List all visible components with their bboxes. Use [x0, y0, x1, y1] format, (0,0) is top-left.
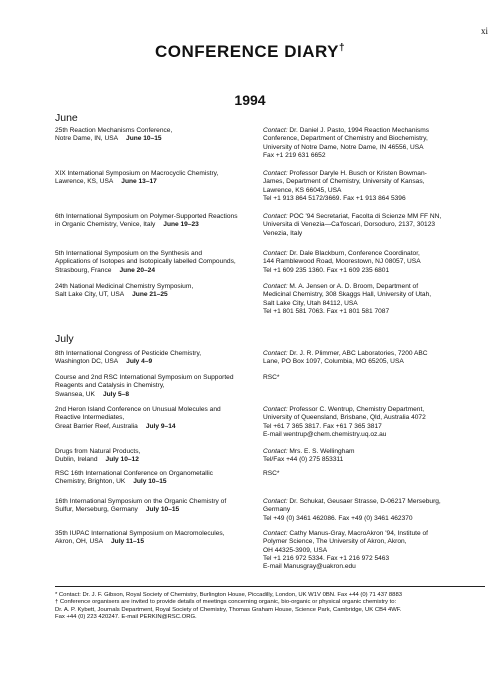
contact-details	[263, 406, 495, 439]
contact-details	[263, 350, 495, 367]
conference-details	[55, 470, 255, 487]
conference-details	[55, 170, 255, 187]
contact-line	[263, 127, 495, 135]
conference-text: Applications of Isotopes and Isotopically labelled Compounds,	[55, 258, 236, 266]
conference-line	[55, 350, 255, 358]
contact-label: Contact:	[263, 250, 288, 257]
contact-text: RSC*	[263, 374, 280, 381]
conference-date: June 20–24	[119, 266, 156, 274]
conference-line	[55, 258, 255, 266]
contact-line	[263, 515, 495, 523]
conference-line	[55, 291, 255, 299]
conference-line	[55, 127, 255, 135]
contact-text: Cathy Manus-Gray, MacroAkron '94, Institute of	[289, 530, 428, 537]
contact-text: 144 Ramblewood Road, Moorestown, NJ 08057, USA	[263, 258, 421, 266]
contact-line	[263, 358, 495, 366]
contact-details	[263, 374, 495, 382]
contact-text: Medicinal Chemistry, 308 Skaggs Hall, University of Utah,	[263, 291, 432, 299]
conference-text: RSC 16th International Conference on Organometallic	[55, 470, 213, 477]
contact-line	[263, 221, 495, 229]
year-heading: 1994	[234, 92, 266, 108]
conference-date: July 10–12	[105, 456, 139, 464]
contact-line	[263, 414, 495, 422]
conference-line	[55, 506, 255, 514]
conference-text: Akron, OH, USA	[55, 538, 104, 546]
contact-line	[263, 291, 495, 299]
contact-text: Dr. Dale Blackburn, Conference Coordinator,	[289, 250, 420, 257]
contact-text: Tel/Fax +44 (0) 275 853311	[263, 456, 344, 464]
contact-text: Tel +1 216 972 5334. Fax +1 216 972 5463	[263, 554, 390, 562]
conference-details	[55, 374, 255, 399]
footnote-line: † Conference organisers are invited to provide details of meetings concerning organic, bio-organic or physical organic chemistry to:	[55, 599, 397, 606]
contact-text: Dr. Schukat, Geusaer Strasse, D-06217 Merseburg,	[289, 498, 441, 505]
contact-line	[263, 538, 495, 546]
contact-line	[263, 187, 495, 195]
contact-label: Contact:	[263, 448, 288, 455]
contact-line	[263, 267, 495, 275]
contact-line	[263, 213, 495, 221]
conference-line	[55, 358, 255, 366]
contact-details	[263, 498, 495, 523]
conference-text: Course and 2nd RSC International Symposium on Supported	[55, 374, 234, 381]
contact-text: E-mail wentrup@chem.chemistry.uq.oz.au	[263, 430, 387, 438]
page-title	[0, 42, 500, 62]
contact-line	[263, 170, 495, 178]
conference-text: Swansea, UK	[55, 390, 95, 398]
contact-text: Polymer Science, The University of Akron, Akron,	[263, 538, 407, 546]
conference-line	[55, 478, 255, 486]
conference-line	[55, 406, 255, 414]
contact-line	[263, 448, 495, 456]
contact-line	[263, 152, 495, 160]
conference-details	[55, 283, 255, 300]
conference-text: Lawrence, KS, USA	[55, 178, 114, 186]
contact-line	[263, 423, 495, 431]
contact-details	[263, 448, 495, 465]
conference-text: Great Barrier Reef, Australia	[55, 422, 138, 430]
contact-details	[263, 127, 495, 160]
conference-line	[55, 470, 255, 478]
conference-text: 16th International Symposium on the Organic Chemistry of	[55, 498, 227, 505]
contact-text: RSC*	[263, 470, 280, 477]
contact-line	[263, 530, 495, 538]
conference-date: July 9–14	[145, 422, 176, 430]
contact-label: Contact:	[263, 498, 288, 505]
conference-date: July 10–15	[133, 478, 167, 486]
contact-line	[263, 431, 495, 439]
conference-text: Salt Lake City, UT, USA	[55, 291, 125, 299]
title-dagger: †	[338, 42, 346, 54]
contact-text: Venezia, Italy	[263, 229, 303, 237]
title-text: CONFERENCE DIARY	[154, 42, 339, 61]
contact-line	[263, 506, 495, 514]
footnote-line: Fax +44 (0) 223 420247. E-mail PERKIN@RSC.ORG.	[55, 614, 197, 621]
conference-details	[55, 498, 255, 515]
contact-line	[263, 456, 495, 464]
conference-details	[55, 448, 255, 465]
contact-line	[263, 144, 495, 152]
contact-label: Contact:	[263, 406, 288, 413]
conference-date: July 5–8	[102, 390, 129, 398]
conference-line	[55, 414, 255, 422]
conference-text: 2nd Heron Island Conference on Unusual Molecules and	[55, 406, 221, 413]
conference-details	[55, 250, 255, 275]
contact-line	[263, 374, 495, 382]
conference-line	[55, 135, 255, 143]
conference-text: Dublin, Ireland	[55, 456, 98, 464]
conference-line	[55, 448, 255, 456]
contact-text: Tel +61 7 365 3817. Fax +61 7 365 3817	[263, 422, 382, 430]
contact-line	[263, 470, 495, 478]
conference-details	[55, 213, 255, 230]
conference-text: Reactive Intermediates,	[55, 414, 125, 422]
conference-line	[55, 178, 255, 186]
conference-line	[55, 391, 255, 399]
contact-line	[263, 230, 495, 238]
contact-label: Contact:	[263, 170, 288, 177]
contact-line	[263, 555, 495, 563]
contact-line	[263, 406, 495, 414]
conference-line	[55, 530, 255, 538]
conference-text: in Organic Chemistry, Venice, Italy	[55, 221, 156, 229]
conference-line	[55, 170, 255, 178]
contact-text: Tel +1 801 581 7063. Fax +1 801 581 7087	[263, 307, 390, 315]
month-heading: June	[55, 112, 78, 124]
contact-line	[263, 563, 495, 571]
contact-line	[263, 308, 495, 316]
contact-line	[263, 498, 495, 506]
contact-line	[263, 250, 495, 258]
conference-date: June 21–25	[132, 291, 168, 299]
contact-text: Lawrence, KS 66045, USA	[263, 186, 342, 194]
conference-line	[55, 283, 255, 291]
conference-details	[55, 350, 255, 367]
conference-line	[55, 382, 255, 390]
contact-details	[263, 250, 495, 275]
conference-details	[55, 406, 255, 431]
contact-text: Germany	[263, 506, 291, 514]
contact-details	[263, 530, 495, 571]
conference-line	[55, 221, 255, 229]
conference-details	[55, 530, 255, 547]
conference-line	[55, 213, 255, 221]
contact-text: Salt Lake City, Utah 84112, USA	[263, 299, 358, 307]
conference-date: July 11–15	[111, 538, 145, 546]
conference-text: 25th Reaction Mechanisms Conference,	[55, 127, 173, 134]
contact-details	[263, 283, 495, 316]
contact-text: POC '94 Secretariat, Facolta di Scienze MM FF NN,	[289, 213, 442, 220]
month-heading: July	[55, 333, 74, 345]
conference-text: 35th IUPAC International Symposium on Macromolecules,	[55, 530, 225, 537]
conference-text: 5th International Symposium on the Synthesis and	[55, 250, 202, 257]
page-number: xi	[480, 26, 488, 36]
contact-text: Fax +1 219 631 6652	[263, 151, 326, 159]
contact-text: University of Notre Dame, Notre Dame, IN 46556, USA	[263, 143, 424, 151]
conference-text: Strasbourg, France	[55, 266, 112, 274]
contact-label: Contact:	[263, 213, 288, 220]
contact-text: Tel +1 913 864 5172/3669. Fax +1 913 864 5396	[263, 194, 406, 202]
conference-date: July 4–9	[126, 358, 153, 366]
contact-line	[263, 258, 495, 266]
conference-line	[55, 498, 255, 506]
contact-text: Mrs. E. S. Wellingham	[289, 448, 355, 455]
footnote-line: Dr. A. P. Kybett, Journals Department, Royal Society of Chemistry, Thomas Graham House, Science Park, Cambridge, UK CB4 4WF.	[55, 606, 402, 613]
contact-line	[263, 178, 495, 186]
conference-line	[55, 267, 255, 275]
conference-text: Notre Dame, IN, USA	[55, 135, 119, 143]
contact-label: Contact:	[263, 283, 288, 290]
contact-line	[263, 300, 495, 308]
conference-line	[55, 456, 255, 464]
footnote-rule	[55, 586, 485, 587]
conference-text: 6th International Symposium on Polymer-Supported Reactions	[55, 213, 238, 220]
contact-label: Contact:	[263, 127, 288, 134]
conference-text: 24th National Medicinal Chemistry Symposium,	[55, 283, 194, 290]
contact-text: Dr. J. R. Plimmer, ABC Laboratories, 7200 ABC	[289, 350, 428, 357]
contact-text: Tel +1 609 235 1360. Fax +1 609 235 6801	[263, 266, 390, 274]
conference-text: Reagents and Catalysis in Chemistry,	[55, 382, 165, 390]
conference-details	[55, 127, 255, 144]
conference-line	[55, 374, 255, 382]
footnote-line: * Contact: Dr. J. F. Gibson, Royal Society of Chemistry, Burlington House, Piccadilly, London, UK W1V 0BN. Fax +44 (0) 71 437 8883	[55, 592, 402, 598]
contact-label: Contact:	[263, 530, 288, 537]
contact-line	[263, 283, 495, 291]
contact-text: Lane, PO Box 1097, Columbia, MO 65205, USA	[263, 358, 404, 366]
contact-line	[263, 195, 495, 203]
conference-text: Drugs from Natural Products,	[55, 448, 141, 455]
conference-line	[55, 538, 255, 546]
conference-text: 8th International Congress of Pesticide Chemistry,	[55, 350, 202, 357]
contact-line	[263, 350, 495, 358]
conference-text: Washington DC, USA	[55, 358, 119, 366]
contact-text: Professor C. Wentrup, Chemistry Department,	[289, 406, 425, 413]
conference-line	[55, 250, 255, 258]
contact-text: Universita di Venezia—Ca'foscari, Dorsoduro, 2137, 30123	[263, 221, 436, 229]
conference-date: June 13–17	[121, 178, 157, 186]
footnotes	[55, 592, 495, 622]
contact-text: Tel +49 (0) 3461 462086. Fax +49 (0) 3461 462370	[263, 514, 413, 522]
contact-label: Contact:	[263, 350, 288, 357]
conference-date: June 19–23	[163, 221, 199, 229]
contact-text: Professor Daryle H. Busch or Kristen Bowman-	[289, 170, 427, 177]
conference-text: XIX International Symposium on Macrocyclic Chemistry,	[55, 170, 219, 177]
conference-date: June 10–15	[126, 135, 162, 143]
contact-text: University of Queensland, Brisbane, Qld, Australia 4072	[263, 414, 426, 422]
contact-text: James, Department of Chemistry, University of Kansas,	[263, 178, 425, 186]
conference-date: July 10–15	[145, 506, 180, 514]
contact-details	[263, 170, 495, 203]
contact-details	[263, 470, 495, 478]
contact-line	[263, 547, 495, 555]
contact-details	[263, 213, 495, 238]
contact-text: OH 44325-3909, USA	[263, 546, 328, 554]
contact-text: Conference, Department of Chemistry and Biochemistry,	[263, 135, 428, 143]
contact-text: E-mail Manusgray@uakron.edu	[263, 563, 356, 571]
contact-text: Dr. Daniel J. Pasto, 1994 Reaction Mechanisms	[289, 127, 430, 134]
contact-line	[263, 135, 495, 143]
conference-line	[55, 423, 255, 431]
conference-text: Chemistry, Brighton, UK	[55, 478, 126, 486]
conference-text: Sulfur, Merseburg, Germany	[55, 506, 138, 514]
contact-text: M. A. Jensen or A. D. Broom, Department of	[289, 283, 419, 290]
